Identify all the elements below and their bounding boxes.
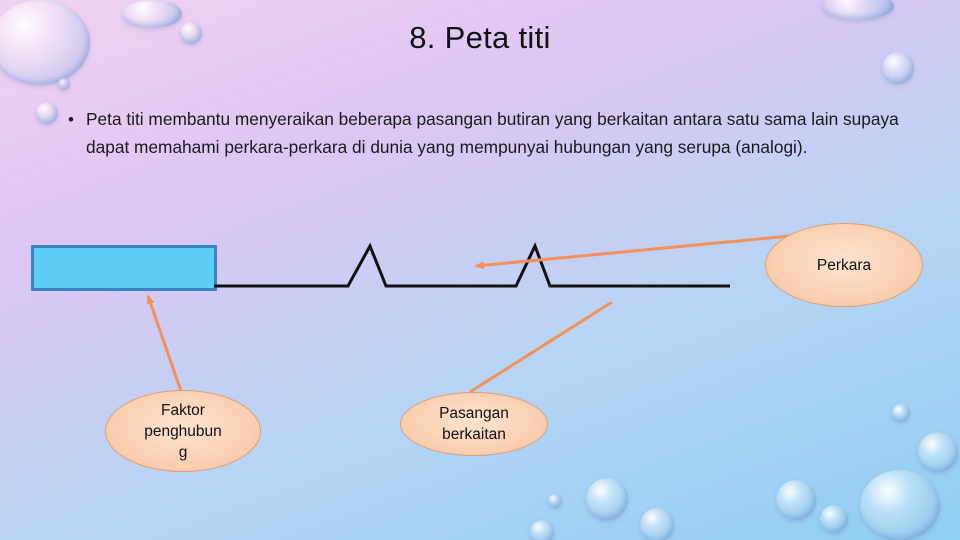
perkara-oval — [765, 223, 923, 307]
faktor-penghubung-oval — [105, 390, 261, 472]
faktor-label: Faktor penghubun g — [144, 401, 222, 461]
bridge-line — [214, 246, 730, 286]
bullet-marker: • — [68, 110, 74, 129]
arrow-perkara — [476, 236, 790, 266]
arrow-faktor — [148, 296, 182, 394]
pasangan-label: Pasangan berkaitan — [439, 405, 509, 443]
pasangan-berkaitan-oval — [400, 392, 548, 456]
bullet-text: Peta titi membantu menyeraikan beberapa pasangan butiran yang berkaitan antara satu sama lain supaya dapat memahami perkara-perkara di dunia yang mempunyai hubungan yang serupa (analogi). — [86, 109, 899, 157]
perkara-label: Perkara — [816, 256, 872, 274]
slide-title: 8. Peta titi — [409, 20, 551, 55]
arrow-pasangan — [470, 302, 612, 392]
